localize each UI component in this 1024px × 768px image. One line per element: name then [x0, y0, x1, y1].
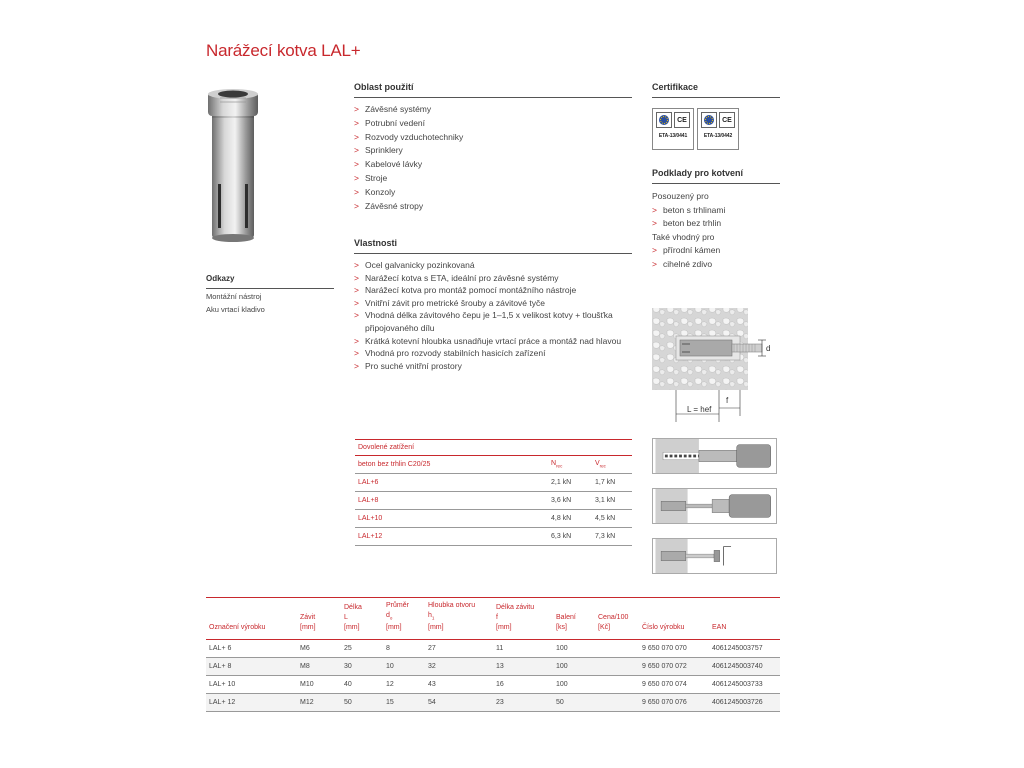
product-cell: 25 [341, 640, 383, 658]
product-cell: 10 [383, 658, 425, 676]
product-cell: M6 [297, 640, 341, 658]
product-cell: LAL+ 10 [206, 676, 297, 694]
basis-item: > beton bez trhlin [652, 217, 780, 231]
col-header-pack: Balení [ks] [553, 598, 595, 640]
product-cell: 100 [553, 658, 595, 676]
anchor-product-image [202, 88, 264, 246]
product-cell: 8 [383, 640, 425, 658]
col-header-hole-depth: Hloubka otvoru $h_1$ [mm] [425, 598, 493, 640]
table-row [206, 658, 780, 676]
loads-cell: LAL+6 [355, 474, 548, 492]
property-item: > Narážecí kotva s ETA, ideální pro závěsné systémy [354, 272, 632, 285]
col-header-length: Délka L [mm] [341, 598, 383, 640]
certification-section [652, 82, 780, 150]
table-row [206, 694, 780, 712]
loads-cell: LAL+12 [355, 528, 548, 546]
inserting-step-image [652, 488, 777, 524]
product-cell: 4061245003733 [709, 676, 780, 694]
property-item: > Pro suché vnitřní prostory [354, 360, 632, 373]
loads-cell: 2,1 kN [548, 474, 592, 492]
product-cell: 32 [425, 658, 493, 676]
product-cell: 12 [383, 676, 425, 694]
col-header-thread-length: Délka závitu f [mm] [493, 598, 553, 640]
page-title: Narážecí kotva LAL+ [206, 41, 361, 60]
product-cell: M8 [297, 658, 341, 676]
loads-cell: 3,1 kN [592, 492, 632, 510]
product-cell: 50 [553, 694, 595, 712]
loads-cell: 6,3 kN [548, 528, 592, 546]
product-cell: 15 [383, 694, 425, 712]
usage-heading: Oblast použití [354, 82, 632, 98]
product-cell: 50 [341, 694, 383, 712]
length-label: L = hef [687, 405, 712, 414]
eu-stars-icon [656, 112, 672, 128]
usage-item: > Stroje [354, 172, 632, 186]
property-item: > Vnitřní závit pro metrické šrouby a závitové tyče [354, 297, 632, 310]
loads-caption: Dovolené zatížení [355, 440, 632, 456]
product-cell: 43 [425, 676, 493, 694]
product-cell: M12 [297, 694, 341, 712]
usage-item: > Závěsné stropy [354, 200, 632, 214]
loads-cell: LAL+8 [355, 492, 548, 510]
usage-item: > Kabelové lávky [354, 158, 632, 172]
col-header-designation: Označení výrobku [206, 598, 297, 640]
table-row [206, 640, 780, 658]
permissible-loads-table [355, 439, 632, 546]
loads-cell: 7,3 kN [592, 528, 632, 546]
basis-item: > beton s trhlinami [652, 204, 780, 218]
loads-cell: LAL+10 [355, 510, 548, 528]
references-section [206, 274, 334, 315]
eta-certificate-badge [652, 108, 694, 150]
diameter-label: d [766, 344, 771, 353]
loads-concrete-label: beton bez trhlin C20/25 [355, 456, 548, 474]
property-item: > Ocel galvanicky pozinkovaná [354, 259, 632, 272]
product-cell: 23 [493, 694, 553, 712]
installation-dimension-diagram [652, 304, 780, 426]
usage-item: > Sprinklery [354, 144, 632, 158]
certificate-number: ETA-13/0441 [658, 133, 688, 139]
property-item: > Narážecí kotva pro montáž pomocí montážního nástroje [354, 284, 632, 297]
product-cell: 54 [425, 694, 493, 712]
product-cell: 9 650 070 076 [639, 694, 709, 712]
product-cell [595, 640, 639, 658]
loads-cell: 4,8 kN [548, 510, 592, 528]
product-cell: 16 [493, 676, 553, 694]
certificate-number: ETA-13/0442 [703, 133, 733, 139]
usage-item: > Závěsné systémy [354, 103, 632, 117]
ce-mark-icon: CE [719, 112, 735, 128]
usage-item: > Rozvody vzduchotechniky [354, 131, 632, 145]
property-item: > Vhodná pro rozvody stabilních hasicích zařízení [354, 347, 632, 360]
table-row [355, 474, 632, 492]
product-cell: 9 650 070 072 [639, 658, 709, 676]
property-item: > Vhodná délka závitového čepu je 1–1,5 x velikost kotvy + tloušťka připojovaného dílu [354, 309, 632, 334]
certification-heading: Certifikace [652, 82, 780, 98]
col-header-thread: Závit [mm] [297, 598, 341, 640]
references-heading: Odkazy [206, 274, 334, 289]
properties-section [354, 238, 632, 372]
reference-item: Aku vrtací kladivo [206, 305, 265, 314]
product-cell: 30 [341, 658, 383, 676]
properties-heading: Vlastnosti [354, 238, 632, 254]
loads-cell: 4,5 kN [592, 510, 632, 528]
basis-section [652, 168, 780, 272]
product-cell: 40 [341, 676, 383, 694]
product-cell: LAL+ 12 [206, 694, 297, 712]
basis-heading: Podklady pro kotvení [652, 168, 780, 184]
product-cell: LAL+ 8 [206, 658, 297, 676]
product-table [206, 597, 780, 712]
usage-item: > Konzoly [354, 186, 632, 200]
table-row [355, 528, 632, 546]
basis-item: > cihelné zdivo [652, 258, 780, 272]
loads-shear-header: $V_{rec}$ [592, 456, 632, 474]
col-header-price: Cena/100 [Kč] [595, 598, 639, 640]
property-item: > Krátká kotevní hloubka usnadňuje vrtací práce a montáž nad hlavou [354, 335, 632, 348]
loads-tension-header: $N_{rec}$ [548, 456, 592, 474]
product-cell: M10 [297, 676, 341, 694]
col-header-diameter: Průměr $d_o$ [mm] [383, 598, 425, 640]
eu-stars-icon [701, 112, 717, 128]
product-cell: 11 [493, 640, 553, 658]
product-cell: LAL+ 6 [206, 640, 297, 658]
product-cell: 100 [553, 640, 595, 658]
table-row [355, 510, 632, 528]
loads-cell: 1,7 kN [592, 474, 632, 492]
col-header-ean: EAN [709, 598, 780, 640]
product-cell [595, 694, 639, 712]
product-cell: 9 650 070 074 [639, 676, 709, 694]
product-cell: 9 650 070 070 [639, 640, 709, 658]
table-row [355, 492, 632, 510]
usage-item: > Potrubní vedení [354, 117, 632, 131]
product-cell: 4061245003740 [709, 658, 780, 676]
basis-item: > přírodní kámen [652, 244, 780, 258]
table-row [206, 676, 780, 694]
ce-mark-icon: CE [674, 112, 690, 128]
installation-steps [652, 438, 780, 588]
product-cell: 100 [553, 676, 595, 694]
reference-item: Montážní nástroj [206, 292, 262, 301]
eta-certificate-badge [697, 108, 739, 150]
product-cell [595, 658, 639, 676]
thread-length-label: f [726, 396, 729, 405]
product-cell: 27 [425, 640, 493, 658]
usage-section [354, 82, 632, 213]
product-cell: 4061245003726 [709, 694, 780, 712]
product-cell: 13 [493, 658, 553, 676]
suitable-label: Také vhodný pro [652, 231, 715, 242]
drilling-step-image [652, 438, 777, 474]
assessed-label: Posouzený pro [652, 191, 709, 201]
product-cell [595, 676, 639, 694]
product-cell: 4061245003757 [709, 640, 780, 658]
col-header-item-number: Číslo výrobku [639, 598, 709, 640]
loads-cell: 3,6 kN [548, 492, 592, 510]
fastening-step-image [652, 538, 777, 574]
